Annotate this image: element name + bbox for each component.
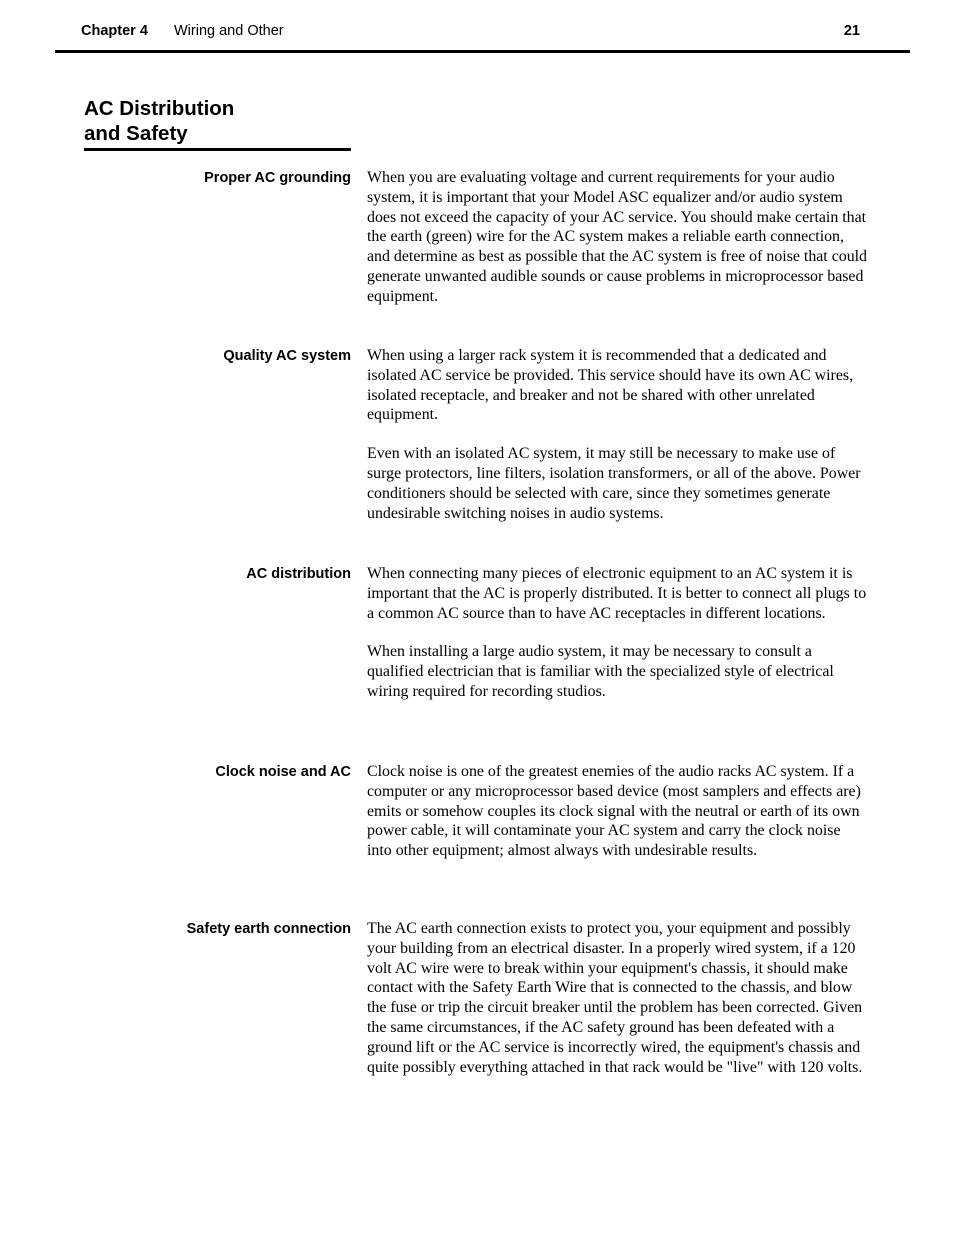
section-title-line-1: AC Distribution — [84, 97, 235, 120]
chapter-title: Wiring and Other — [174, 23, 284, 39]
paragraph: When installing a large audio system, it may be necessary to consult a qualified electrician that is familiar with the specialized style of electrical wiring required for recording studios. — [367, 643, 834, 700]
paragraph: Clock noise is one of the greatest enemies of the audio racks AC system. If a computer or any microprocessor based device (most samplers and effects are) emits or somehow couples its clock signal with the neutral or earth of its own power cable, it will contaminate your AC system and carry the clock noise into other equipment; almost always with undesirable results. — [367, 763, 861, 860]
entry-body — [367, 762, 869, 880]
paragraph: When using a larger rack system it is recommended that a dedicated and isolated AC service be provided. This service should have its own AC wires, isolated receptacle, and breaker and not be shared with other unrelated equipment. — [367, 347, 854, 424]
page-header — [55, 0, 910, 53]
entry-body — [367, 346, 869, 542]
entry-body — [367, 919, 869, 1096]
entry-label: AC distribution — [246, 566, 351, 582]
entry-label: Proper AC grounding — [204, 170, 351, 186]
paragraph: When you are evaluating voltage and current requirements for your audio system, it is important that your Model ASC equalizer and/or audio system does not exceed the capacity of your AC service. You should make certain that the earth (green) wire for the AC system makes a reliable earth connection, and determine as best as possible that the AC system is free of noise that could generate unwanted audible sounds or cause problems in microprocessor based equipment. — [367, 169, 868, 305]
paragraph: When connecting many pieces of electronic equipment to an AC system it is important that the AC is properly distributed. It is better to connect all plugs to a common AC source than to have AC receptacles in different locations. — [367, 565, 867, 622]
chapter-number: Chapter 4 — [81, 23, 148, 39]
section-title-line-2: and Safety — [84, 122, 188, 145]
entry-body — [367, 168, 869, 326]
page-number: 21 — [843, 23, 860, 39]
entry-label: Clock noise and AC — [215, 764, 351, 780]
entry-label: Safety earth connection — [186, 921, 351, 937]
section-title — [84, 96, 351, 151]
paragraph: Even with an isolated AC system, it may still be necessary to make use of surge protectors, line filters, isolation transformers, or all of the above. Power conditioners should be selected with care, since they sometimes generate undesirable switching noises in audio systems. — [367, 445, 861, 522]
entry-body — [367, 564, 869, 721]
entry-label: Quality AC system — [223, 348, 351, 364]
paragraph: The AC earth connection exists to protect you, your equipment and possibly your building from an electrical disaster. In a properly wired system, if a 120 volt AC wire were to break within your equipment's chassis, it should make contact with the Safety Earth Wire that is connected to the chassis, and blow the fuse or trip the circuit breaker until the problem has been corrected. Given the same circumstances, if the AC safety ground has been defeated with a ground lift or the AC service is incorrectly wired, the equipment's chassis and quite possibly everything attached in that rack would be "live" with 120 volts. — [367, 920, 863, 1076]
